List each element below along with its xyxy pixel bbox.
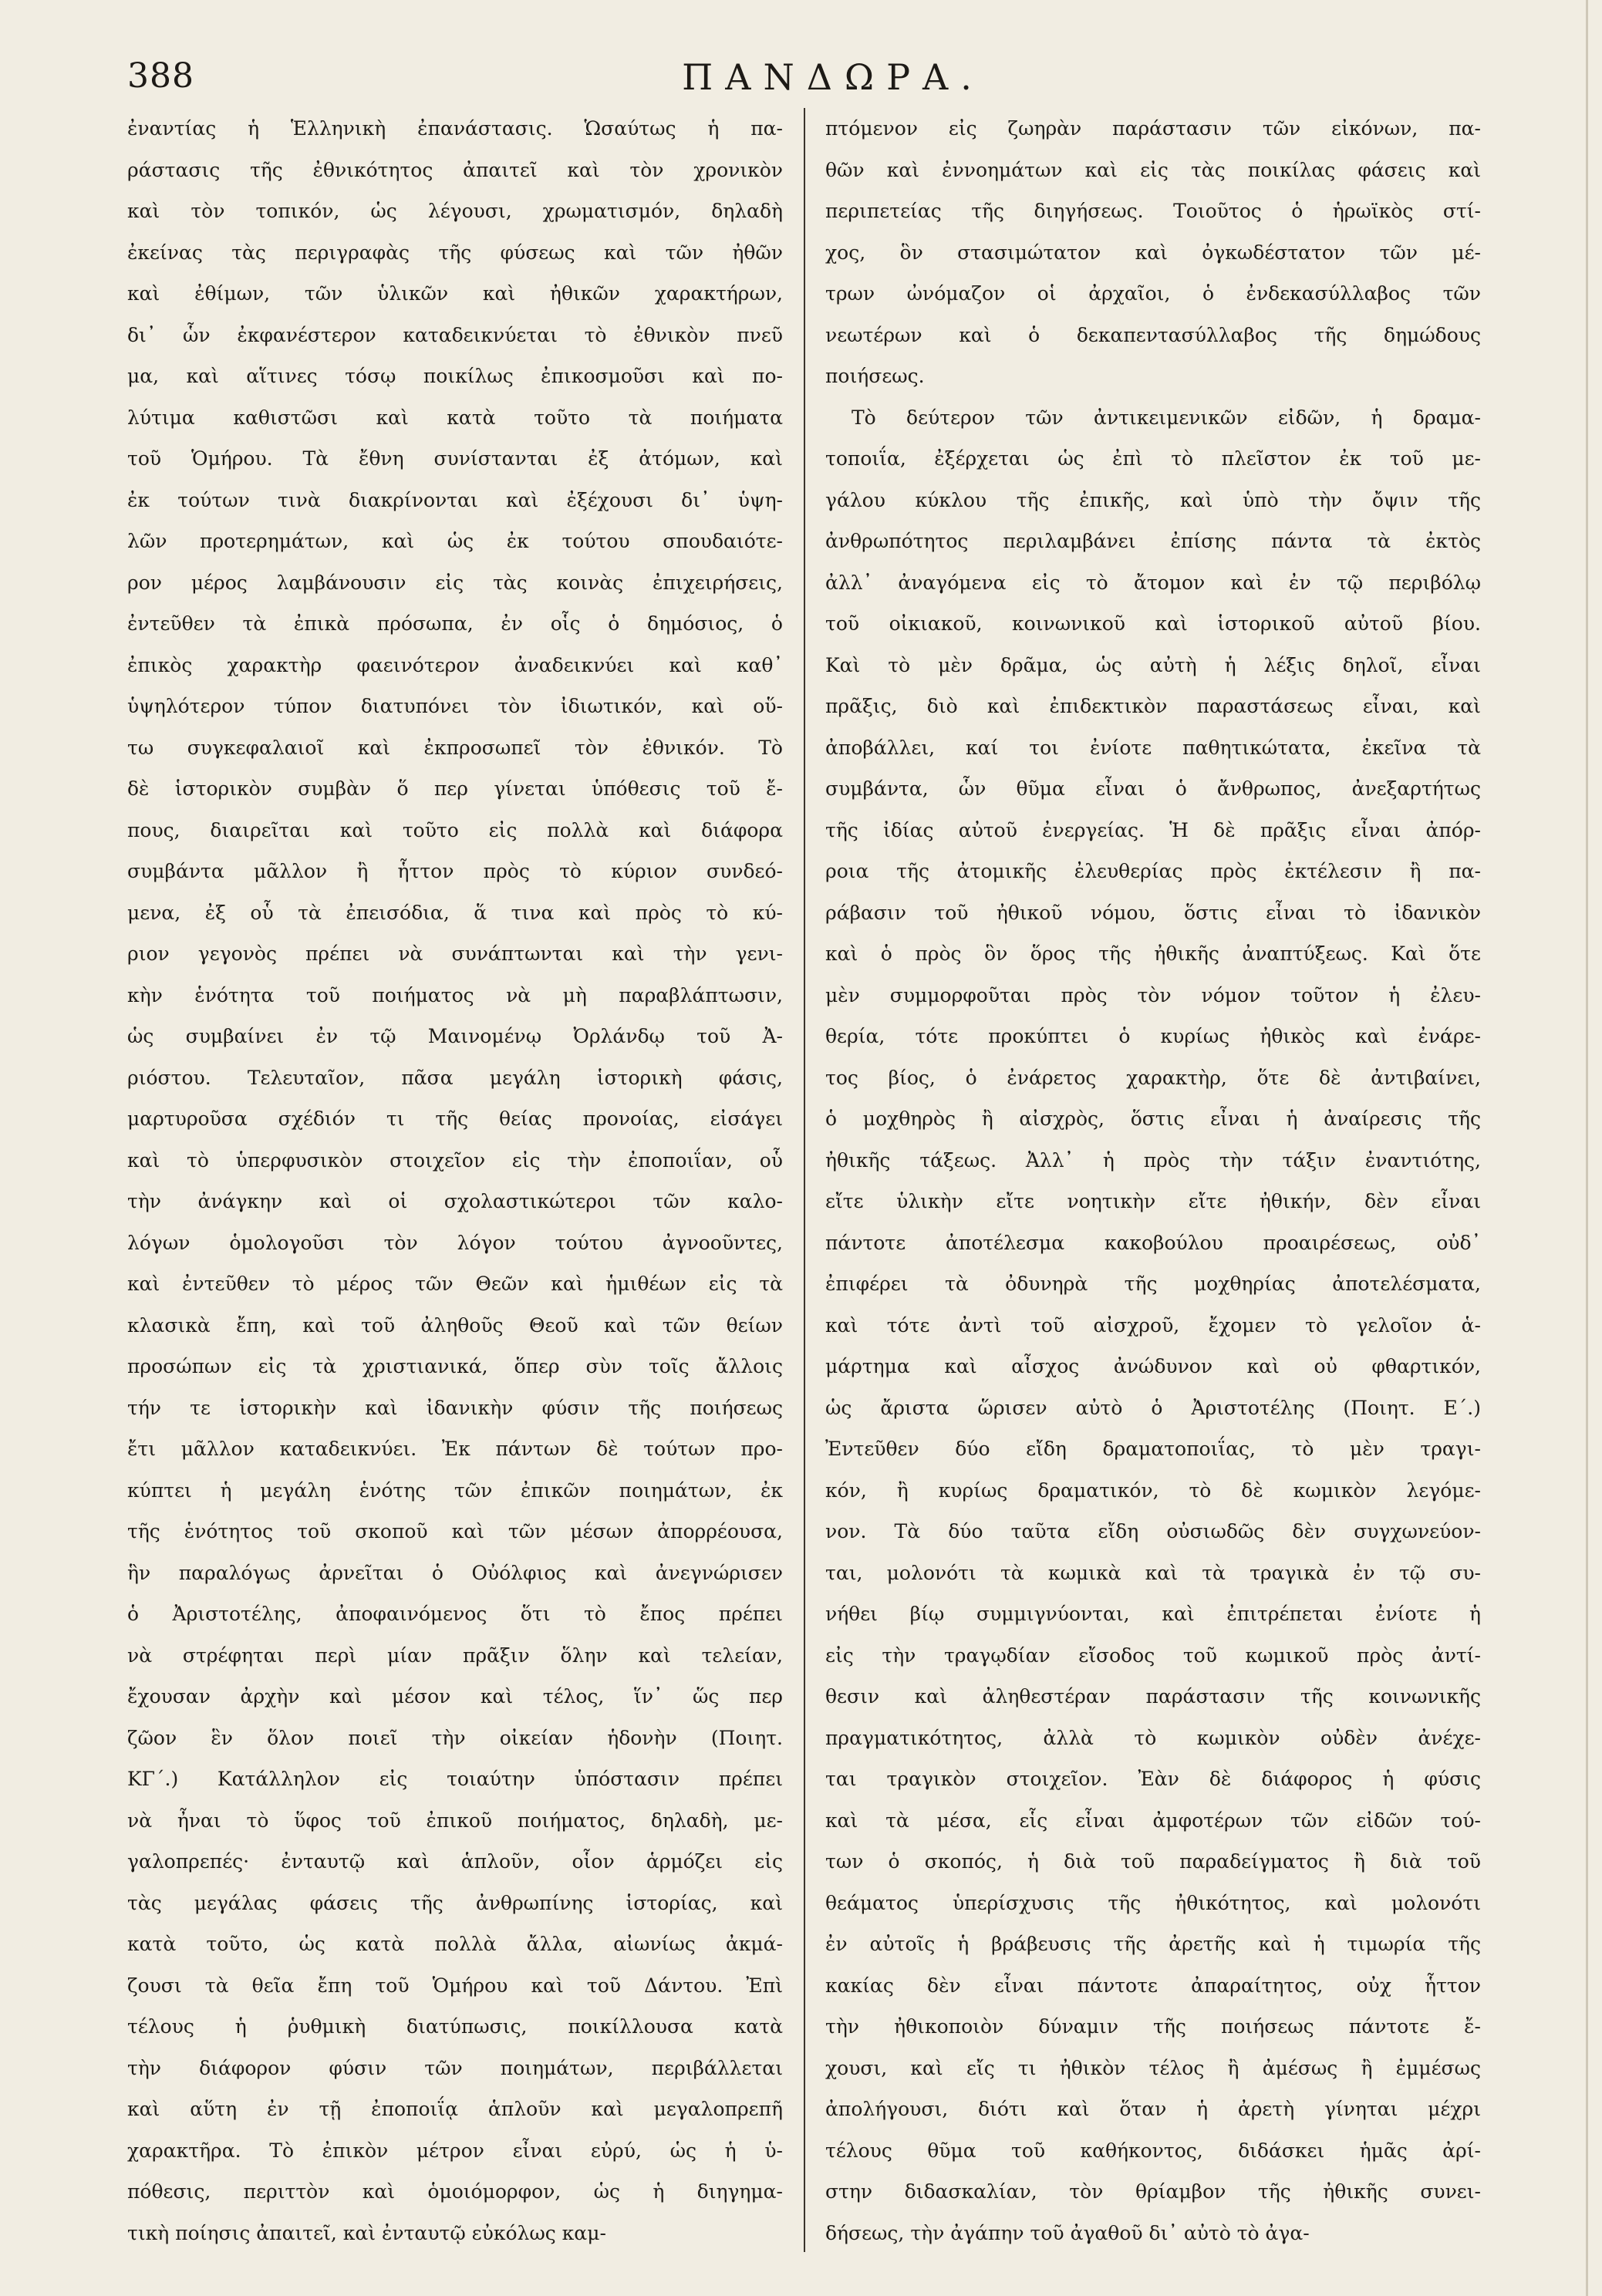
text-line: κύπτει ἡ μεγάλη ἑνότης τῶν ἐπικῶν ποιημάτων, ἐκ [127,1478,783,1502]
text-line: συμβάντα, ὧν θῦμα εἶναι ὁ ἄνθρωπος, ἀνεξαρτήτως [825,777,1481,800]
text-line: Ἐντεῦθεν δύο εἴδη δραματοποιΐας, τὸ μὲν τραγι- [825,1438,1481,1460]
text-line: μαρτυροῦσα σχέδιόν τι τῆς θείας προνοίας, εἰσάγει [127,1108,783,1130]
text-line: ἐναντίας ἡ Ἑλληνικὴ ἐπανάστασις. Ὡσαύτως ἡ πα- [127,117,783,140]
text-line: θῶν καὶ ἐννοημάτων καὶ εἰς τὰς ποικίλας φάσεις καὶ [825,158,1481,181]
page-header [127,50,1492,104]
text-line: ἀπολήγουσι, διότι καὶ ὅταν ἡ ἀρετὴ γίνηται μέχρι [825,2098,1481,2120]
text-line: θεάματος ὑπερίσχυσις τῆς ἠθικότητος, καὶ μολονότι [825,1891,1481,1914]
text-line: καὶ ὁ πρὸς ὃν ὅρος τῆς ἠθικῆς ἀναπτύξεως. Καὶ ὅτε [825,942,1481,965]
text-line: μὲν συμμορφοῦται πρὸς τὸν νόμον τοῦτον ἡ ἐλευ- [825,983,1481,1006]
text-line: ὁ μοχθηρὸς ἢ αἰσχρὸς, ὅστις εἶναι ἡ ἀναίρεσις τῆς [825,1108,1481,1130]
text-line: καὶ τὸν τοπικόν, ὡς λέγουσι, χρωματισμόν, δηλαδὴ [127,200,783,222]
text-line: λόγων ὁμολογοῦσι τὸν λόγον τούτου ἀγνοοῦντες, [127,1231,783,1254]
text-line: χουσι, καὶ εἴς τι ἠθικὸν τέλος ἢ ἀμέσως ἢ ἐμμέσως [825,2056,1481,2079]
text-line: μα, καὶ αἵτινες τόσῳ ποικίλως ἐπικοσμοῦσι καὶ πο- [127,365,783,387]
text-line: ὁ Ἀριστοτέλης, ἀποφαινόμενος ὅτι τὸ ἔπος πρέπει [127,1603,783,1625]
text-line: Καὶ τὸ μὲν δρᾶμα, ὡς αὐτὴ ἡ λέξις δηλοῖ, εἶναι [825,653,1481,676]
text-line: ριόστου. Τελευταῖον, πᾶσα μεγάλη ἱστορικὴ φάσις, [127,1066,783,1089]
text-line: πόθεσις, περιττὸν καὶ ὁμοιόμορφον, ὡς ἡ διηγημα- [127,2180,783,2203]
text-line: ἣν παραλόγως ἀρνεῖται ὁ Οὐόλφιος καὶ ἀνεγνώρισεν [127,1561,783,1584]
text-line: τέλους ἡ ῥυθμικὴ διατύπωσις, ποικίλλουσα κατὰ [127,2015,783,2038]
text-line: τῆς ἰδίας αὐτοῦ ἐνεργείας. Ἡ δὲ πρᾶξις εἶναι ἀπόρ- [825,818,1481,841]
column-divider [804,108,805,2252]
text-line: τικὴ ποίησις ἀπαιτεῖ, καὶ ἐνταυτῷ εὐκόλως καμ- [127,2221,606,2244]
text-line: τὰς μεγάλας φάσεις τῆς ἀνθρωπίνης ἱστορίας, καὶ [127,1891,783,1914]
text-line: ΚΓ΄.) Κατάλληλον εἰς τοιαύτην ὑπόστασιν πρέπει [127,1768,783,1790]
text-line: ἐπικὸς χαρακτὴρ φαεινότερον ἀναδεικνύει καὶ καθ᾽ [127,653,783,676]
text-line: ρον μέρος λαμβάνουσιν εἰς τὰς κοινὰς ἐπιχειρήσεις, [127,571,783,594]
text-line: νήθει βίῳ συμμιγνύονται, καὶ ἐπιτρέπεται ἐνίοτε ἡ [825,1603,1481,1625]
text-line: ὑψηλότερον τύπον διατυπόνει τὸν ἰδιωτικόν, καὶ οὕ- [127,695,783,717]
text-line: καὶ τὰ μέσα, εἷς εἶναι ἀμφοτέρων τῶν εἰδῶν τού- [825,1809,1481,1832]
text-line: ἔτι μᾶλλον καταδεικνύει. Ἐκ πάντων δὲ τούτων προ- [127,1438,783,1460]
text-line: στην διδασκαλίαν, τὸν θρίαμβον τῆς ἠθικῆς συνει- [825,2180,1481,2203]
text-line: ἔχουσαν ἀρχὴν καὶ μέσον καὶ τέλος, ἵν᾽ ὥς περ [127,1685,783,1708]
text-line: κὴν ἑνότητα τοῦ ποιήματος νὰ μὴ παραβλάπτωσιν, [127,983,783,1006]
text-line: κόν, ἢ κυρίως δραματικόν, τὸ δὲ κωμικὸν λεγόμε- [825,1478,1481,1502]
running-title: ΠΑΝΔΩΡΑ. [682,56,984,98]
text-line: τοῦ οἰκιακοῦ, κοινωνικοῦ καὶ ἱστορικοῦ αὐτοῦ βίου. [825,612,1481,635]
text-line: ράβασιν τοῦ ἠθικοῦ νόμου, ὅστις εἶναι τὸ ἰδανικὸν [825,901,1481,924]
text-line: καὶ αὕτη ἐν τῇ ἐποποιΐᾳ ἁπλοῦν καὶ μεγαλοπρεπῆ [127,2098,783,2120]
text-line: θερία, τότε προκύπτει ὁ κυρίως ἠθικὸς καὶ ἐνάρε- [825,1025,1481,1047]
text-line: ποιήσεως. [825,365,925,387]
right-column [825,108,1481,2252]
text-line: τήν τε ἱστορικὴν καὶ ἰδανικὴν φύσιν τῆς ποιήσεως [127,1396,783,1419]
text-line: δι᾽ ὧν ἐκφανέστερον καταδεικνύεται τὸ ἐθνικὸν πνεῦ [127,323,783,346]
text-line: λύτιμα καθιστῶσι καὶ κατὰ τοῦτο τὰ ποιήματα [127,406,783,429]
text-line: κλασικὰ ἔπη, καὶ τοῦ ἀληθοῦς Θεοῦ καὶ τῶν θείων [127,1313,783,1337]
text-line: προσώπων εἰς τὰ χριστιανικά, ὅπερ σὺν τοῖς ἄλλοις [127,1355,783,1377]
text-line: τω συγκεφαλαιοῖ καὶ ἐκπροσωπεῖ τὸν ἐθνικόν. Τὸ [127,736,783,759]
text-line: τος βίος, ὁ ἐνάρετος χαρακτὴρ, ὅτε δὲ ἀντιβαίνει, [825,1066,1481,1089]
text-line: ται τραγικὸν στοιχεῖον. Ἐὰν δὲ διάφορος ἡ φύσις [825,1768,1481,1790]
text-line: ται, μολονότι τὰ κωμικὰ καὶ τὰ τραγικὰ ἐν τῷ συ- [825,1561,1481,1584]
text-line: κακίας δὲν εἶναι πάντοτε ἀπαραίτητος, οὐχ ἧττον [825,1974,1481,1997]
text-line: ἐκ τούτων τινὰ διακρίνονται καὶ ἐξέχουσι δι᾽ ὑψη- [127,488,783,511]
page-number: 388 [127,56,194,96]
text-line: ἀλλ᾽ ἀναγόμενα εἰς τὸ ἄτομον καὶ ἐν τῷ περιβόλῳ [825,571,1481,594]
text-line: δήσεως, τὴν ἀγάπην τοῦ ἀγαθοῦ δι᾽ αὐτὸ τὸ ἀγα- [825,2221,1310,2244]
text-line: πραγματικότητος, ἀλλὰ τὸ κωμικὸν οὐδὲν ἀνέχε- [825,1726,1481,1749]
text-line: γάλου κύκλου τῆς ἐπικῆς, καὶ ὑπὸ τὴν ὄψιν τῆς [825,488,1481,511]
text-line: τέλους θῦμα τοῦ καθήκοντος, διδάσκει ἡμᾶς ἀρί- [825,2139,1481,2162]
text-line: συμβάντα μᾶλλον ἢ ἧττον πρὸς τὸ κύριον συνδεό- [127,860,783,882]
text-line: ὡς ἄριστα ὥρισεν αὐτὸ ὁ Ἀριστοτέλης (Ποιητ. Ε΄.) [825,1396,1481,1419]
text-line: ἐντεῦθεν τὰ ἐπικὰ πρόσωπα, ἐν οἷς ὁ δημόσιος, ὁ [127,612,783,635]
text-line: νὰ ἦναι τὸ ὕφος τοῦ ἐπικοῦ ποιήματος, δηλαδὴ, με- [127,1809,783,1832]
text-line: τρων ὠνόμαζον οἱ ἀρχαῖοι, ὁ ἐνδεκασύλλαβος τῶν [825,282,1481,305]
text-line: ἠθικῆς τάξεως. Ἀλλ᾽ ἡ πρὸς τὴν τάξιν ἐναντιότης, [825,1148,1481,1172]
text-line: καὶ τότε ἀντὶ τοῦ αἰσχροῦ, ἔχομεν τὸ γελοῖον ἁ- [825,1313,1481,1337]
text-line: πάντοτε ἀποτέλεσμα κακοβούλου προαιρέσεως, οὐδ᾽ [825,1231,1481,1254]
left-column [127,108,783,2252]
text-line: κατὰ τοῦτο, ὡς κατὰ πολλὰ ἄλλα, αἰωνίως ἀκμά- [127,1933,783,1955]
text-line: πτόμενον εἰς ζωηρὰν παράστασιν τῶν εἰκόνων, πα- [825,117,1481,140]
text-line: δὲ ἱστορικὸν συμβὰν ὅ περ γίνεται ὑπόθεσις τοῦ ἔ- [127,777,783,800]
text-line: νὰ στρέφηται περὶ μίαν πρᾶξιν ὅλην καὶ τελείαν, [127,1644,783,1667]
text-line: ἀποβάλλει, καί τοι ἐνίοτε παθητικώτατα, ἐκεῖνα τὰ [825,736,1481,759]
text-line: ἐν αὐτοῖς ἡ βράβευσις τῆς ἀρετῆς καὶ ἡ τιμωρία τῆς [825,1933,1481,1955]
text-line: ροια τῆς ἀτομικῆς ἐλευθερίας πρὸς ἐκτέλεσιν ἢ πα- [825,860,1481,882]
text-line: εἰς τὴν τραγῳδίαν εἴσοδος τοῦ κωμικοῦ πρὸς ἀντί- [825,1644,1481,1667]
text-line: καὶ τὸ ὑπερφυσικὸν στοιχεῖον εἰς τὴν ἐποποιΐαν, οὗ [127,1148,783,1172]
text-line: ὡς συμβαίνει ἐν τῷ Μαινομένῳ Ὀρλάνδῳ τοῦ Ἀ- [127,1025,783,1047]
text-line: πρᾶξις, διὸ καὶ ἐπιδεκτικὸν παραστάσεως εἶναι, καὶ [825,695,1481,717]
text-line: τοποιΐα, ἐξέρχεται ὡς ἐπὶ τὸ πλεῖστον ἐκ τοῦ με- [825,447,1481,470]
text-line: τὴν ἀνάγκην καὶ οἱ σχολαστικώτεροι τῶν καλο- [127,1190,783,1212]
text-line: χος, ὃν στασιμώτατον καὶ ὀγκωδέστατον τῶν μέ- [825,241,1481,264]
text-line: ζουσι τὰ θεῖα ἔπη τοῦ Ὁμήρου καὶ τοῦ Δάντου. Ἐπὶ [127,1974,783,1997]
text-line: νεωτέρων καὶ ὁ δεκαπεντασύλλαβος τῆς δημώδους [825,323,1481,346]
text-line: ριον γεγονὸς πρέπει νὰ συνάπτωνται καὶ τὴν γενι- [127,942,783,965]
text-line: περιπετείας τῆς διηγήσεως. Τοιοῦτος ὁ ἡρωϊκὸς στί- [825,200,1481,222]
text-line: ράστασις τῆς ἐθνικότητος ἀπαιτεῖ καὶ τὸν χρονικὸν [127,158,783,181]
text-line: τοῦ Ὁμήρου. Τὰ ἔθνη συνίστανται ἐξ ἀτόμων, καὶ [127,447,783,470]
text-line: μενα, ἐξ οὗ τὰ ἐπεισόδια, ἅ τινα καὶ πρὸς τὸ κύ- [127,901,783,924]
text-line: καὶ ἐθίμων, τῶν ὑλικῶν καὶ ἠθικῶν χαρακτήρων, [127,282,783,305]
text-line: ἐπιφέρει τὰ ὀδυνηρὰ τῆς μοχθηρίας ἀποτελέσματα, [825,1273,1481,1295]
text-line: καὶ ἐντεῦθεν τὸ μέρος τῶν Θεῶν καὶ ἡμιθέων εἰς τὰ [127,1273,783,1295]
text-line: ἀνθρωπότητος περιλαμβάνει ἐπίσης πάντα τὰ ἐκτὸς [825,530,1481,552]
page-edge [1586,0,1588,2296]
text-line: ζῶον ἓν ὅλον ποιεῖ τὴν οἰκείαν ἡδονὴν (Ποιητ. [127,1726,783,1749]
text-line: των ὁ σκοπός, ἡ διὰ τοῦ παραδείγματος ἢ διὰ τοῦ [825,1850,1481,1873]
text-line: μάρτημα καὶ αἶσχος ἀνώδυνον καὶ οὐ φθαρτικόν, [825,1355,1481,1377]
text-line: τὴν διάφορον φύσιν τῶν ποιημάτων, περιβάλλεται [127,2056,783,2079]
text-line: χαρακτῆρα. Τὸ ἐπικὸν μέτρον εἶναι εὐρύ, ὡς ἡ ὑ- [127,2139,783,2162]
text-line: τὴν ἠθικοποιὸν δύναμιν τῆς ποιήσεως πάντοτε ἔ- [825,2015,1481,2038]
text-line: εἴτε ὑλικὴν εἴτε νοητικὴν εἴτε ἠθικήν, δὲν εἶναι [825,1190,1481,1212]
text-line: ἐκείνας τὰς περιγραφὰς τῆς φύσεως καὶ τῶν ἠθῶν [127,241,783,264]
text-line: γαλοπρεπές· ἐνταυτῷ καὶ ἁπλοῦν, οἷον ἁρμόζει εἰς [127,1850,783,1873]
text-line: θεσιν καὶ ἀληθεστέραν παράστασιν τῆς κοινωνικῆς [825,1685,1481,1708]
text-line: λῶν προτερημάτων, καὶ ὡς ἐκ τούτου σπουδαιότε- [127,530,783,552]
text-line: Τὸ δεύτερον τῶν ἀντικειμενικῶν εἰδῶν, ἡ δραμα- [852,406,1481,429]
text-line: τῆς ἑνότητος τοῦ σκοποῦ καὶ τῶν μέσων ἀπορρέουσα, [127,1520,783,1542]
text-columns [127,108,1492,2252]
text-line: πους, διαιρεῖται καὶ τοῦτο εἰς πολλὰ καὶ διάφορα [127,818,783,841]
text-line: νον. Τὰ δύο ταῦτα εἴδη οὐσιωδῶς δὲν συγχωνεύον- [825,1520,1481,1542]
